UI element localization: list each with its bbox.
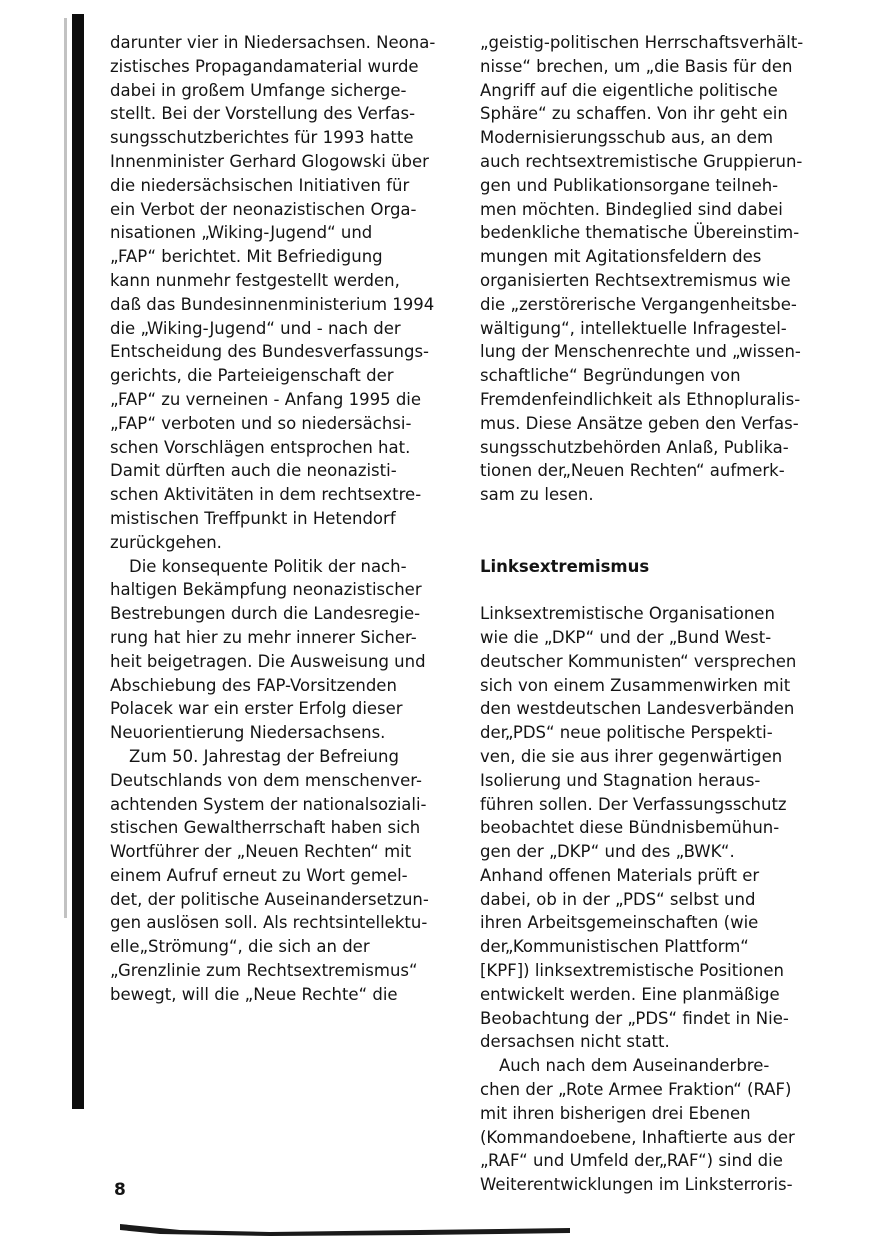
right-column-spacer xyxy=(480,507,832,531)
right-column-text-line: ven, die sie aus ihrer gegenwärtigen xyxy=(480,746,783,766)
right-column-text-line: mit ihren bisherigen drei Ebenen xyxy=(480,1103,751,1123)
right-column-text-line: lung der Menschenrechte und „wissen- xyxy=(480,342,801,362)
left-column-text-line: zurückgehen. xyxy=(110,532,222,552)
left-column-text-line: Neuorientierung Niedersachsens. xyxy=(110,723,386,743)
right-column-text-line: Weiterentwicklungen im Linksterroris- xyxy=(480,1175,793,1195)
right-column-text-line: wie die „DKP“ und der „Bund West- xyxy=(480,627,772,647)
left-column-text-line: schen Vorschlägen entsprochen hat. xyxy=(110,437,411,457)
right-column-text-line: sam zu lesen. xyxy=(480,485,594,505)
left-column-text-line: Polacek war ein erster Erfolg dieser xyxy=(110,699,403,719)
left-column-text-line: haltigen Bekämpfung neonazistischer xyxy=(110,580,422,600)
left-column-text-line: Wortführer der „Neuen Rechten“ mit xyxy=(110,842,412,862)
right-column-spacer xyxy=(480,578,832,602)
right-column-text-line: deutscher Kommunisten“ versprechen xyxy=(480,651,797,671)
right-column-text-line: „RAF“ und Umfeld der„RAF“) sind die xyxy=(480,1151,783,1171)
left-column-text-line: bewegt, will die „Neue Rechte“ die xyxy=(110,984,398,1004)
right-column-text-line: organisierten Rechtsextremismus wie xyxy=(480,270,791,290)
left-column-text-line: „FAP“ zu verneinen - Anfang 1995 die xyxy=(110,389,422,409)
left-column-text-line: daß das Bundesinnenministerium 1994 xyxy=(110,294,435,314)
left-column-text-line: gerichts, die Parteieigenschaft der xyxy=(110,366,394,386)
scan-edge-line xyxy=(64,18,67,918)
left-column-text-line: Innenminister Gerhard Glogowski über xyxy=(110,151,429,171)
left-column-text-line: dabei in großem Umfange sicherge- xyxy=(110,80,407,100)
left-column-text-line: die „Wiking-Jugend“ und - nach der xyxy=(110,318,401,338)
left-column-text-line: Bestrebungen durch die Landesregie- xyxy=(110,604,421,624)
left-column-text-line: elle„Strömung“, die sich an der xyxy=(110,937,370,957)
right-column-text-line: Sphäre“ zu schaffen. Von ihr geht ein xyxy=(480,104,788,124)
right-column-text-line: gen der „DKP“ und des „BWK“. xyxy=(480,842,735,862)
right-column-text-line: Linksextremistische Organisationen xyxy=(480,604,775,624)
right-column-text-line: führen sollen. Der Verfassungsschutz xyxy=(480,794,787,814)
right-column-text-line: Beobachtung der „PDS“ findet in Nie- xyxy=(480,1008,789,1028)
right-column-text-line: mus. Diese Ansätze geben den Verfas- xyxy=(480,413,799,433)
left-column-text-line: „Grenzlinie zum Rechtsextremismus“ xyxy=(110,961,418,981)
right-column-text-line: den westdeutschen Landesverbänden xyxy=(480,699,795,719)
left-column-text-line: stellt. Bei der Vorstellung des Verfas- xyxy=(110,104,416,124)
right-column-text-line: Angriff auf die eigentliche politische xyxy=(480,80,778,100)
right-column-text-line: wältigung“, intellektuelle Infragestel- xyxy=(480,318,787,338)
right-column-text-line: mungen mit Agitationsfeldern des xyxy=(480,247,762,267)
right-column-text-line: der„PDS“ neue politische Perspekti- xyxy=(480,723,773,743)
scan-binding-shadow xyxy=(72,14,84,1109)
left-column-text-line: „FAP“ verboten und so niedersächsi- xyxy=(110,413,412,433)
right-column-text-line: Fremdenfeindlichkeit als Ethnopluralis- xyxy=(480,389,801,409)
left-text-column xyxy=(110,31,452,1007)
left-column-text-line: ein Verbot der neonazistischen Orga- xyxy=(110,199,417,219)
right-column-text-line: Modernisierungsschub aus, an dem xyxy=(480,128,774,148)
left-column-text-line: nisationen „Wiking-Jugend“ und xyxy=(110,223,373,243)
left-column-text-line: „FAP“ berichtet. Mit Befriedigung xyxy=(110,247,383,267)
right-column-text-line: „geistig-politischen Herrschaftsverhält- xyxy=(480,33,804,52)
right-column-spacer xyxy=(480,531,832,555)
left-column-text-line: zistisches Propagandamaterial wurde xyxy=(110,56,419,76)
right-column-text-line: beobachtet diese Bündnisbemühun- xyxy=(480,818,780,838)
left-column-text-line: Deutschlands von dem menschenver- xyxy=(110,770,422,790)
left-column-text-line: mistischen Treffpunkt in Hetendorf xyxy=(110,508,396,528)
left-column-text-line: die niedersächsischen Initiativen für xyxy=(110,175,410,195)
left-column-text-line: darunter vier in Niedersachsen. Neona- xyxy=(110,33,436,52)
right-column-text-line: Auch nach dem Auseinanderbre- xyxy=(499,1056,770,1076)
right-column-text-line: bedenkliche thematische Übereinstim- xyxy=(480,223,800,243)
right-column-text-line: nisse“ brechen, um „die Basis für den xyxy=(480,56,793,76)
left-column-text-line: kann nunmehr festgestellt werden, xyxy=(110,270,400,290)
left-column-text-line: Damit dürften auch die neonazisti- xyxy=(110,461,397,481)
left-column-text-line: stischen Gewaltherrschaft haben sich xyxy=(110,818,421,838)
right-column-text-line: dersachsen nicht statt. xyxy=(480,1032,670,1052)
left-column-text-line: det, der politische Auseinandersetzun- xyxy=(110,889,429,909)
left-column-text-line: gen auslösen soll. Als rechtsintellektu- xyxy=(110,913,428,933)
section-heading: Linksextremismus xyxy=(480,556,650,576)
left-column-text-line: Entscheidung des Bundesverfassungs- xyxy=(110,342,429,362)
right-column-text-line: der„Kommunistischen Plattform“ xyxy=(480,937,749,957)
right-column-text-line: schaftliche“ Begründungen von xyxy=(480,366,741,386)
right-column-text-line: entwickelt werden. Eine planmäßige xyxy=(480,984,780,1004)
page-number: 8 xyxy=(114,1180,126,1200)
left-column-text-line: rung hat hier zu mehr innerer Sicher- xyxy=(110,627,417,647)
scan-bottom-smudge xyxy=(120,1214,570,1236)
right-column-text-line: Isolierung und Stagnation heraus- xyxy=(480,770,761,790)
left-column-text-line: Zum 50. Jahrestag der Befreiung xyxy=(129,746,399,766)
right-text-column xyxy=(480,31,832,1197)
left-column-text-line: Abschiebung des FAP-Vorsitzenden xyxy=(110,675,397,695)
left-column-text-line: sungsschutzberichtes für 1993 hatte xyxy=(110,128,414,148)
right-column-text-line: dabei, ob in der „PDS“ selbst und xyxy=(480,889,756,909)
left-column-text-line: schen Aktivitäten in dem rechtsextre- xyxy=(110,485,422,505)
right-column-text-line: [KPF]) linksextremistische Positionen xyxy=(480,961,784,981)
right-column-text-line: men möchten. Bindeglied sind dabei xyxy=(480,199,783,219)
right-column-text-line: sungsschutzbehörden Anlaß, Publika- xyxy=(480,437,789,457)
right-column-text-line: tionen der„Neuen Rechten“ aufmerk- xyxy=(480,461,785,481)
left-column-text-line: einem Aufruf erneut zu Wort gemel- xyxy=(110,865,408,885)
right-column-text-line: die „zerstörerische Vergangenheitsbe- xyxy=(480,294,797,314)
left-column-text-line: heit beigetragen. Die Ausweisung und xyxy=(110,651,426,671)
right-column-text-line: gen und Publikationsorgane teilneh- xyxy=(480,175,779,195)
left-column-text-line: Die konsequente Politik der nach- xyxy=(129,556,407,576)
right-column-text-line: ihren Arbeitsgemeinschaften (wie xyxy=(480,913,759,933)
right-column-text-line: Anhand offenen Materials prüft er xyxy=(480,865,760,885)
right-column-text-line: sich von einem Zusammenwirken mit xyxy=(480,675,791,695)
right-column-text-line: (Kommandoebene, Inhaftierte aus der xyxy=(480,1127,795,1147)
left-column-text-line: achtenden System der nationalsoziali- xyxy=(110,794,427,814)
right-column-text-line: auch rechtsextremistische Gruppierun- xyxy=(480,151,803,171)
right-column-text-line: chen der „Rote Armee Fraktion“ (RAF) xyxy=(480,1080,792,1100)
